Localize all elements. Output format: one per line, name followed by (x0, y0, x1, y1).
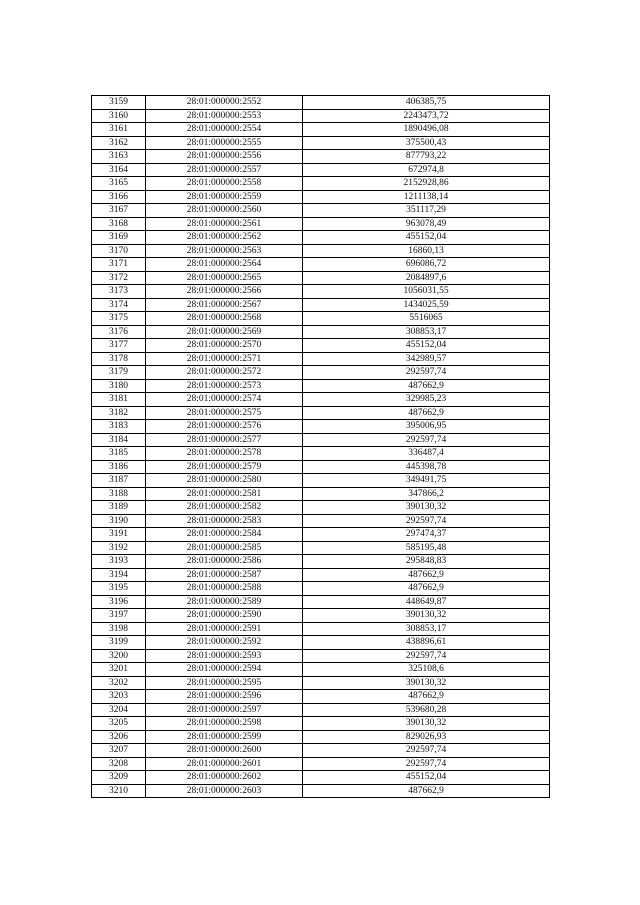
cadastral-number-cell: 28:01:000000:2553 (146, 109, 303, 123)
value-cell: 292597,74 (303, 514, 550, 528)
row-number-cell: 3195 (92, 582, 146, 596)
value-cell: 406385,75 (303, 96, 550, 110)
value-cell: 292597,74 (303, 366, 550, 380)
table-row (92, 528, 550, 542)
row-number-cell: 3186 (92, 460, 146, 474)
table-row (92, 96, 550, 110)
cadastral-number-cell: 28:01:000000:2589 (146, 595, 303, 609)
value-cell: 487662,9 (303, 582, 550, 596)
cadastral-number-cell: 28:01:000000:2601 (146, 757, 303, 771)
row-number-cell: 3192 (92, 541, 146, 555)
row-number-cell: 3201 (92, 663, 146, 677)
cadastral-number-cell: 28:01:000000:2583 (146, 514, 303, 528)
table-row (92, 123, 550, 137)
table-row (92, 690, 550, 704)
cadastral-number-cell: 28:01:000000:2598 (146, 717, 303, 731)
table-row (92, 339, 550, 353)
row-number-cell: 3179 (92, 366, 146, 380)
value-cell: 877793,22 (303, 150, 550, 164)
cadastral-value-table (91, 95, 550, 798)
table-row (92, 501, 550, 515)
row-number-cell: 3207 (92, 744, 146, 758)
value-cell: 292597,74 (303, 744, 550, 758)
table-row (92, 406, 550, 420)
cadastral-number-cell: 28:01:000000:2587 (146, 568, 303, 582)
cadastral-number-cell: 28:01:000000:2577 (146, 433, 303, 447)
table-row (92, 771, 550, 785)
row-number-cell: 3165 (92, 177, 146, 191)
table-row (92, 285, 550, 299)
value-cell: 585195,48 (303, 541, 550, 555)
value-cell: 292597,74 (303, 757, 550, 771)
value-cell: 390130,32 (303, 609, 550, 623)
cadastral-number-cell: 28:01:000000:2584 (146, 528, 303, 542)
cadastral-number-cell: 28:01:000000:2574 (146, 393, 303, 407)
row-number-cell: 3167 (92, 204, 146, 218)
row-number-cell: 3164 (92, 163, 146, 177)
row-number-cell: 3202 (92, 676, 146, 690)
table-row (92, 231, 550, 245)
row-number-cell: 3185 (92, 447, 146, 461)
cadastral-number-cell: 28:01:000000:2593 (146, 649, 303, 663)
row-number-cell: 3182 (92, 406, 146, 420)
row-number-cell: 3199 (92, 636, 146, 650)
value-cell: 455152,04 (303, 231, 550, 245)
cadastral-number-cell: 28:01:000000:2564 (146, 258, 303, 272)
table-row (92, 555, 550, 569)
value-cell: 1211138,14 (303, 190, 550, 204)
row-number-cell: 3197 (92, 609, 146, 623)
row-number-cell: 3172 (92, 271, 146, 285)
table-row (92, 352, 550, 366)
value-cell: 487662,9 (303, 406, 550, 420)
cadastral-number-cell: 28:01:000000:2575 (146, 406, 303, 420)
table-row (92, 703, 550, 717)
value-cell: 390130,32 (303, 717, 550, 731)
value-cell: 448649,87 (303, 595, 550, 609)
value-cell: 295848,83 (303, 555, 550, 569)
cadastral-number-cell: 28:01:000000:2568 (146, 312, 303, 326)
cadastral-number-cell: 28:01:000000:2594 (146, 663, 303, 677)
row-number-cell: 3159 (92, 96, 146, 110)
table-row (92, 150, 550, 164)
row-number-cell: 3174 (92, 298, 146, 312)
cadastral-number-cell: 28:01:000000:2569 (146, 325, 303, 339)
row-number-cell: 3194 (92, 568, 146, 582)
value-cell: 963078,49 (303, 217, 550, 231)
table-body (92, 96, 550, 798)
cadastral-number-cell: 28:01:000000:2560 (146, 204, 303, 218)
row-number-cell: 3198 (92, 622, 146, 636)
value-cell: 487662,9 (303, 379, 550, 393)
table-row (92, 244, 550, 258)
cadastral-number-cell: 28:01:000000:2578 (146, 447, 303, 461)
value-cell: 438896,61 (303, 636, 550, 650)
row-number-cell: 3176 (92, 325, 146, 339)
table-row (92, 298, 550, 312)
value-cell: 325108,6 (303, 663, 550, 677)
cadastral-number-cell: 28:01:000000:2572 (146, 366, 303, 380)
value-cell: 308853,17 (303, 622, 550, 636)
row-number-cell: 3171 (92, 258, 146, 272)
cadastral-number-cell: 28:01:000000:2582 (146, 501, 303, 515)
value-cell: 2243473,72 (303, 109, 550, 123)
cadastral-number-cell: 28:01:000000:2596 (146, 690, 303, 704)
table-row (92, 109, 550, 123)
cadastral-number-cell: 28:01:000000:2599 (146, 730, 303, 744)
table-row (92, 393, 550, 407)
value-cell: 829026,93 (303, 730, 550, 744)
cadastral-number-cell: 28:01:000000:2591 (146, 622, 303, 636)
cadastral-number-cell: 28:01:000000:2602 (146, 771, 303, 785)
value-cell: 487662,9 (303, 690, 550, 704)
row-number-cell: 3163 (92, 150, 146, 164)
row-number-cell: 3204 (92, 703, 146, 717)
row-number-cell: 3189 (92, 501, 146, 515)
row-number-cell: 3178 (92, 352, 146, 366)
value-cell: 696086,72 (303, 258, 550, 272)
value-cell: 292597,74 (303, 649, 550, 663)
row-number-cell: 3175 (92, 312, 146, 326)
table-row (92, 190, 550, 204)
table-row (92, 460, 550, 474)
row-number-cell: 3191 (92, 528, 146, 542)
row-number-cell: 3208 (92, 757, 146, 771)
value-cell: 395006,95 (303, 420, 550, 434)
value-cell: 455152,04 (303, 339, 550, 353)
row-number-cell: 3187 (92, 474, 146, 488)
table-row (92, 474, 550, 488)
table-row (92, 649, 550, 663)
cadastral-number-cell: 28:01:000000:2580 (146, 474, 303, 488)
cadastral-number-cell: 28:01:000000:2573 (146, 379, 303, 393)
cadastral-number-cell: 28:01:000000:2579 (146, 460, 303, 474)
cadastral-number-cell: 28:01:000000:2595 (146, 676, 303, 690)
table-row (92, 582, 550, 596)
row-number-cell: 3170 (92, 244, 146, 258)
row-number-cell: 3162 (92, 136, 146, 150)
table-row (92, 676, 550, 690)
cadastral-number-cell: 28:01:000000:2556 (146, 150, 303, 164)
value-cell: 1890496,08 (303, 123, 550, 137)
table-row (92, 663, 550, 677)
cadastral-number-cell: 28:01:000000:2552 (146, 96, 303, 110)
value-cell: 1056031,55 (303, 285, 550, 299)
value-cell: 445398,78 (303, 460, 550, 474)
cadastral-number-cell: 28:01:000000:2566 (146, 285, 303, 299)
value-cell: 390130,32 (303, 501, 550, 515)
value-cell: 351117,29 (303, 204, 550, 218)
table-row (92, 757, 550, 771)
row-number-cell: 3180 (92, 379, 146, 393)
row-number-cell: 3160 (92, 109, 146, 123)
row-number-cell: 3203 (92, 690, 146, 704)
table-row (92, 312, 550, 326)
table-row (92, 258, 550, 272)
row-number-cell: 3168 (92, 217, 146, 231)
table-row (92, 420, 550, 434)
value-cell: 308853,17 (303, 325, 550, 339)
cadastral-number-cell: 28:01:000000:2561 (146, 217, 303, 231)
value-cell: 487662,9 (303, 784, 550, 798)
value-cell: 2152928,86 (303, 177, 550, 191)
value-cell: 390130,32 (303, 676, 550, 690)
cadastral-number-cell: 28:01:000000:2570 (146, 339, 303, 353)
row-number-cell: 3166 (92, 190, 146, 204)
value-cell: 1434025,59 (303, 298, 550, 312)
value-cell: 336487,4 (303, 447, 550, 461)
row-number-cell: 3173 (92, 285, 146, 299)
value-cell: 455152,04 (303, 771, 550, 785)
value-cell: 5516065 (303, 312, 550, 326)
row-number-cell: 3210 (92, 784, 146, 798)
cadastral-number-cell: 28:01:000000:2554 (146, 123, 303, 137)
cadastral-number-cell: 28:01:000000:2571 (146, 352, 303, 366)
row-number-cell: 3169 (92, 231, 146, 245)
row-number-cell: 3196 (92, 595, 146, 609)
value-cell: 347866,2 (303, 487, 550, 501)
cadastral-number-cell: 28:01:000000:2563 (146, 244, 303, 258)
row-number-cell: 3161 (92, 123, 146, 137)
cadastral-number-cell: 28:01:000000:2581 (146, 487, 303, 501)
cadastral-number-cell: 28:01:000000:2558 (146, 177, 303, 191)
value-cell: 297474,37 (303, 528, 550, 542)
table-row (92, 784, 550, 798)
table-row (92, 487, 550, 501)
cadastral-number-cell: 28:01:000000:2603 (146, 784, 303, 798)
table-row (92, 622, 550, 636)
table-row (92, 744, 550, 758)
row-number-cell: 3188 (92, 487, 146, 501)
cadastral-number-cell: 28:01:000000:2597 (146, 703, 303, 717)
cadastral-number-cell: 28:01:000000:2557 (146, 163, 303, 177)
row-number-cell: 3200 (92, 649, 146, 663)
value-cell: 329985,23 (303, 393, 550, 407)
table-row (92, 177, 550, 191)
value-cell: 375500,43 (303, 136, 550, 150)
row-number-cell: 3181 (92, 393, 146, 407)
row-number-cell: 3193 (92, 555, 146, 569)
value-cell: 539680,28 (303, 703, 550, 717)
cadastral-number-cell: 28:01:000000:2592 (146, 636, 303, 650)
table-row (92, 217, 550, 231)
table-row (92, 595, 550, 609)
table-row (92, 514, 550, 528)
cadastral-number-cell: 28:01:000000:2562 (146, 231, 303, 245)
table-row (92, 433, 550, 447)
value-cell: 349491,75 (303, 474, 550, 488)
cadastral-number-cell: 28:01:000000:2555 (146, 136, 303, 150)
table-row (92, 379, 550, 393)
row-number-cell: 3209 (92, 771, 146, 785)
table-row (92, 730, 550, 744)
cadastral-number-cell: 28:01:000000:2590 (146, 609, 303, 623)
value-cell: 342989,57 (303, 352, 550, 366)
value-cell: 292597,74 (303, 433, 550, 447)
table-row (92, 136, 550, 150)
row-number-cell: 3205 (92, 717, 146, 731)
table-row (92, 447, 550, 461)
table-row (92, 636, 550, 650)
table-row (92, 717, 550, 731)
table-row (92, 163, 550, 177)
value-cell: 487662,9 (303, 568, 550, 582)
table-row (92, 204, 550, 218)
table-row (92, 568, 550, 582)
table-row (92, 609, 550, 623)
cadastral-number-cell: 28:01:000000:2565 (146, 271, 303, 285)
row-number-cell: 3206 (92, 730, 146, 744)
cadastral-number-cell: 28:01:000000:2576 (146, 420, 303, 434)
cadastral-number-cell: 28:01:000000:2588 (146, 582, 303, 596)
cadastral-number-cell: 28:01:000000:2567 (146, 298, 303, 312)
table-row (92, 366, 550, 380)
cadastral-number-cell: 28:01:000000:2586 (146, 555, 303, 569)
row-number-cell: 3177 (92, 339, 146, 353)
value-cell: 16860,13 (303, 244, 550, 258)
row-number-cell: 3183 (92, 420, 146, 434)
cadastral-number-cell: 28:01:000000:2559 (146, 190, 303, 204)
cadastral-number-cell: 28:01:000000:2585 (146, 541, 303, 555)
table-row (92, 325, 550, 339)
row-number-cell: 3184 (92, 433, 146, 447)
table-row (92, 541, 550, 555)
value-cell: 672974,8 (303, 163, 550, 177)
row-number-cell: 3190 (92, 514, 146, 528)
table-row (92, 271, 550, 285)
value-cell: 2084897,6 (303, 271, 550, 285)
cadastral-number-cell: 28:01:000000:2600 (146, 744, 303, 758)
